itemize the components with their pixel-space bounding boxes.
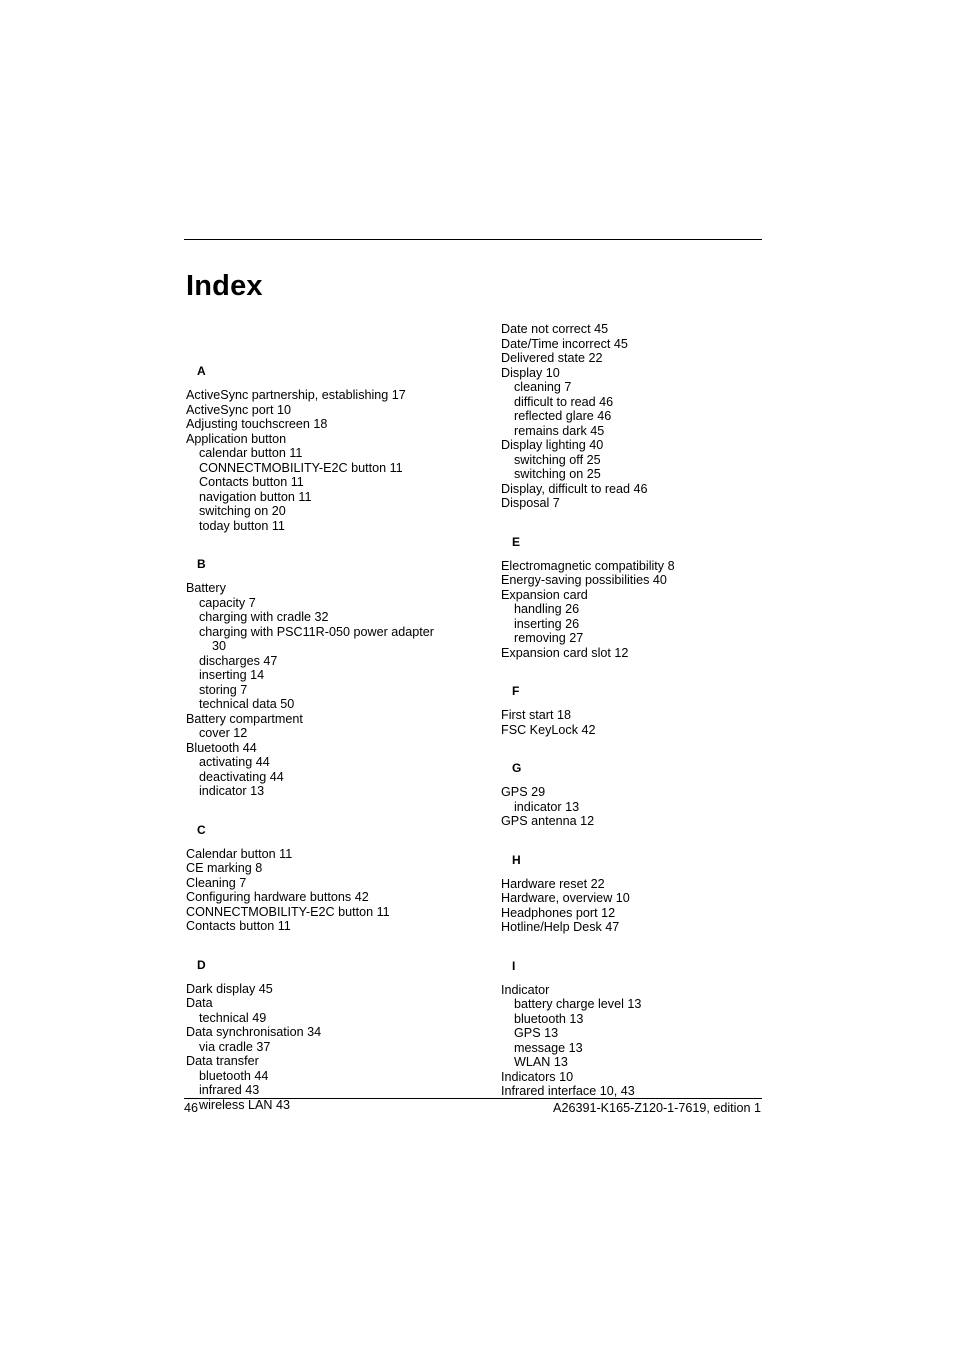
index-section-letter: G [512,761,522,775]
index-section-letter: H [512,852,521,867]
index-subentry: technical 49 [199,1010,267,1025]
section-gap [501,935,801,959]
index-subentry: GPS 13 [514,1026,559,1040]
index-entry: Indicators 10 [501,1069,574,1084]
index-subentry: today button 11 [199,518,285,533]
index-entry: Electromagnetic compatibility 8 [501,558,675,573]
index-entry: Date/Time incorrect 45 [501,336,628,351]
index-entry: Infrared interface 10, 43 [501,1084,635,1098]
index-subentry: switching on 25 [514,467,601,481]
index-entry: Delivered state 22 [501,351,603,365]
index-subentry: switching off 25 [514,452,601,467]
index-subentry: WLAN 13 [514,1055,568,1069]
index-subentry: difficult to read 46 [514,394,614,409]
index-subentry: wireless LAN 43 [199,1097,290,1112]
index-entry: GPS 29 [501,785,546,799]
index-subentry: switching on 20 [199,504,286,518]
index-subentry: battery charge level 13 [514,997,642,1011]
index-entry: Expansion card [501,587,588,602]
section-gap [186,934,486,958]
index-entry: Configuring hardware buttons 42 [186,890,369,904]
index-entry: Dark display 45 [186,981,273,996]
index-entry: Data transfer [186,1054,259,1068]
index-section-letter: E [512,534,521,549]
index-entry: Display 10 [501,365,560,380]
index-entry: ActiveSync partnership, establishing 17 [186,388,406,402]
index-subentry: cleaning 7 [514,380,572,394]
index-subentry: charging with cradle 32 [199,610,329,624]
index-entry: Indicator [501,982,550,997]
index-subentry: capacity 7 [199,595,256,610]
index-entry: Energy-saving possibilities 40 [501,573,667,587]
index-entry: CONNECTMOBILITY-E2C button 11 [186,904,390,919]
index-entry: Data synchronisation 34 [186,1025,322,1039]
index-section-letter: F [512,684,520,698]
index-entry: Disposal 7 [501,496,560,510]
index-entry: Hardware, overview 10 [501,891,630,905]
section-gap [186,799,486,823]
index-entry: ActiveSync port 10 [186,402,291,417]
index-subentry: infrared 43 [199,1083,260,1097]
document-id: A26391-K165-Z120-1-7619, edition 1 [553,1101,761,1115]
section-gap [501,829,801,853]
index-subentry: indicator 13 [199,784,265,798]
index-entry: Display, difficult to read 46 [501,481,648,496]
index-subentry: storing 7 [199,682,248,697]
index-subentry: technical data 50 [199,697,295,711]
index-subentry: indicator 13 [514,799,580,814]
index-subentry: inserting 26 [514,616,580,631]
index-entry: Date not correct 45 [501,322,609,336]
index-entry: Expansion card slot 12 [501,645,629,660]
index-subentry: bluetooth 13 [514,1011,584,1026]
index-subentry: message 13 [514,1040,583,1055]
index-section-letter: B [197,557,206,571]
index-entry: Adjusting touchscreen 18 [186,417,328,431]
index-subentry: inserting 14 [199,668,265,682]
index-entry: FSC KeyLock 42 [501,722,596,737]
index-section-letter: A [197,364,206,378]
index-column-left [186,340,486,1112]
index-section-letter: I [512,958,516,973]
index-subentry: cover 12 [199,726,248,740]
index-entry: Bluetooth 44 [186,740,257,755]
index-subentry: activating 44 [199,755,270,769]
section-gap [186,533,486,557]
index-subentry: removing 27 [514,631,584,645]
index-subentry: handling 26 [514,602,580,616]
index-entry: GPS antenna 12 [501,814,595,828]
index-subentry: discharges 47 [199,653,278,668]
section-gap [501,660,801,684]
index-section-letter: D [197,957,206,972]
index-entry: Data [186,996,213,1010]
index-column-right [501,322,801,1099]
index-entry: Battery compartment [186,711,303,726]
index-subentry: charging with PSC11R-050 power adapter [199,624,434,639]
section-gap [501,511,801,535]
index-entry: Hotline/Help Desk 47 [501,920,620,934]
index-subentry: CONNECTMOBILITY-E2C button 11 [199,460,403,475]
index-subentry: 30 [212,639,227,653]
index-entry: CE marking 8 [186,861,263,875]
index-subentry: bluetooth 44 [199,1068,269,1083]
index-subentry: reflected glare 46 [514,409,612,423]
index-subentry: deactivating 44 [199,769,284,784]
section-gap [501,737,801,761]
index-subentry: navigation button 11 [199,489,312,504]
footer-rule [184,1098,762,1099]
index-entry: Calendar button 11 [186,846,293,861]
index-entry: Headphones port 12 [501,905,616,920]
index-entry: Application button [186,431,287,446]
section-gap [186,340,486,364]
index-entry: Contacts button 11 [186,919,291,933]
page-title: Index [186,270,263,302]
index-subentry: via cradle 37 [199,1039,271,1054]
index-entry: Display lighting 40 [501,438,604,452]
index-entry: Hardware reset 22 [501,876,605,891]
index-entry: Battery [186,581,226,595]
header-rule [184,239,762,240]
index-subentry: Contacts button 11 [199,475,304,489]
index-section-letter: C [197,822,206,837]
index-subentry: remains dark 45 [514,423,605,438]
index-subentry: calendar button 11 [199,446,303,460]
index-entry: First start 18 [501,708,571,722]
index-entry: Cleaning 7 [186,875,247,890]
page-number: 46 [184,1101,199,1115]
